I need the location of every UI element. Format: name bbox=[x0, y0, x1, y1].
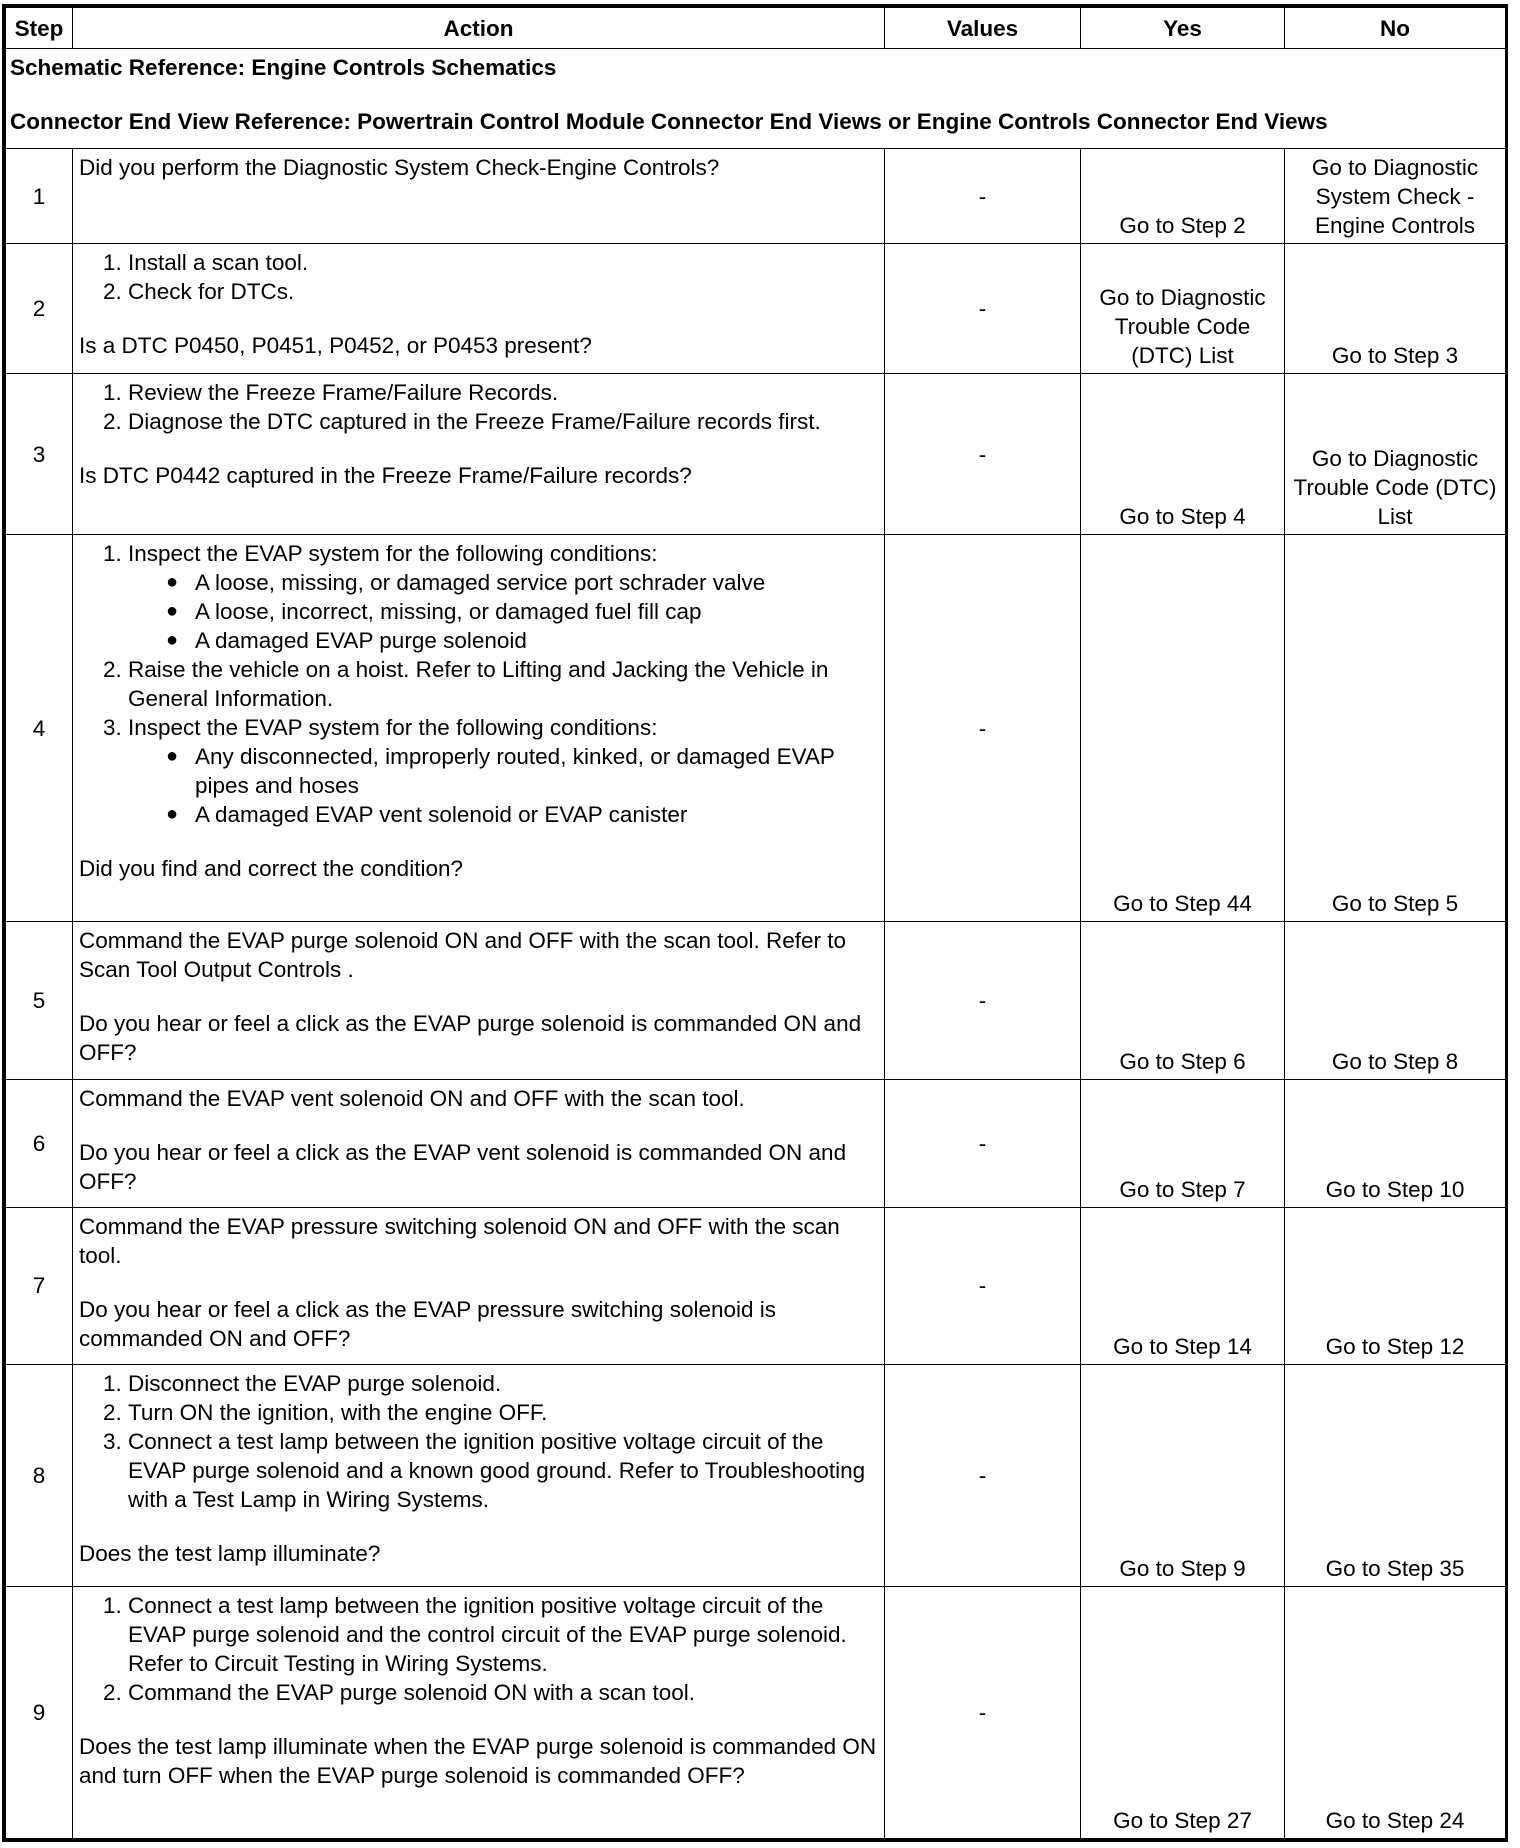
yes-cell: Go to Step 6 bbox=[1081, 922, 1285, 1079]
header-values: Values bbox=[885, 8, 1081, 49]
values-cell: - bbox=[885, 149, 1081, 244]
condition-list bbox=[128, 568, 878, 655]
action-steps bbox=[79, 1369, 878, 1514]
values-cell: - bbox=[885, 1079, 1081, 1207]
no-cell: Go to Step 12 bbox=[1285, 1207, 1506, 1364]
action-instruction: Command the EVAP pressure switching solenoid ON and OFF with the scan tool. bbox=[79, 1213, 840, 1268]
no-cell: Go to Step 5 bbox=[1285, 535, 1506, 922]
action-steps bbox=[79, 378, 878, 436]
schematic-reference: Schematic Reference: Engine Controls Schematics bbox=[10, 55, 557, 81]
action-step-text: Inspect the EVAP system for the following conditions: bbox=[128, 715, 658, 741]
no-cell: Go to Step 8 bbox=[1285, 922, 1506, 1079]
header-no: No bbox=[1285, 8, 1506, 49]
condition-item: ● A loose, incorrect, missing, or damaged fuel fill cap bbox=[166, 597, 878, 626]
action-step: 3. Connect a test lamp between the ignition positive voltage circuit of the EVAP purge solenoid and a known good ground. Refer to Troubleshooting with a Test Lamp in Wiring Systems. bbox=[128, 1427, 878, 1514]
table-row bbox=[6, 1207, 1506, 1364]
no-cell: Go to Diagnostic System Check - Engine Controls bbox=[1285, 149, 1506, 244]
step-number: 4 bbox=[6, 535, 73, 922]
action-step: 2. Command the EVAP purge solenoid ON with a scan tool. bbox=[128, 1678, 878, 1707]
header-row bbox=[6, 8, 1506, 49]
step-number: 6 bbox=[6, 1079, 73, 1207]
action-cell bbox=[73, 1207, 885, 1364]
step-number: 5 bbox=[6, 922, 73, 1079]
yes-cell: Go to Step 7 bbox=[1081, 1079, 1285, 1207]
header-action: Action bbox=[73, 8, 885, 49]
no-cell: Go to Step 3 bbox=[1285, 244, 1506, 374]
action-instruction: Command the EVAP vent solenoid ON and OFF with the scan tool. bbox=[79, 1085, 745, 1111]
action-cell bbox=[73, 535, 885, 922]
yes-cell: Go to Step 27 bbox=[1081, 1586, 1285, 1838]
table-row bbox=[6, 374, 1506, 535]
no-cell: Go to Step 10 bbox=[1285, 1079, 1506, 1207]
values-cell: - bbox=[885, 1207, 1081, 1364]
action-steps bbox=[79, 248, 878, 306]
yes-cell: Go to Diagnostic Trouble Code (DTC) List bbox=[1081, 244, 1285, 374]
reference-row bbox=[6, 49, 1506, 149]
yes-cell: Go to Step 9 bbox=[1081, 1364, 1285, 1586]
no-cell: Go to Diagnostic Trouble Code (DTC) List bbox=[1285, 374, 1506, 535]
action-step: 2. Check for DTCs. bbox=[128, 277, 878, 306]
yes-cell: Go to Step 2 bbox=[1081, 149, 1285, 244]
action-cell bbox=[73, 922, 885, 1079]
yes-cell: Go to Step 14 bbox=[1081, 1207, 1285, 1364]
action-cell bbox=[73, 374, 885, 535]
diagnostic-table bbox=[5, 7, 1506, 1839]
action-instruction: Command the EVAP purge solenoid ON and OFF with the scan tool. Refer to Scan Tool Output Controls . bbox=[79, 928, 847, 983]
table-row bbox=[6, 1079, 1506, 1207]
condition-item: ● A damaged EVAP vent solenoid or EVAP canister bbox=[166, 800, 878, 829]
table-row bbox=[6, 1586, 1506, 1838]
values-cell: - bbox=[885, 922, 1081, 1079]
action-step: 1. Connect a test lamp between the ignition positive voltage circuit of the EVAP purge solenoid and the control circuit of the EVAP purge solenoid. Refer to Circuit Testing in Wiring Systems. bbox=[128, 1591, 878, 1678]
values-cell: - bbox=[885, 1364, 1081, 1586]
action-question: Is DTC P0442 captured in the Freeze Frame/Failure records? bbox=[79, 463, 692, 489]
action-question: Did you find and correct the condition? bbox=[79, 856, 463, 882]
yes-cell: Go to Step 44 bbox=[1081, 535, 1285, 922]
action-cell bbox=[73, 1079, 885, 1207]
action-question: Does the test lamp illuminate? bbox=[79, 1540, 381, 1566]
action-cell bbox=[73, 1586, 885, 1838]
header-step: Step bbox=[6, 8, 73, 49]
condition-item: ● Any disconnected, improperly routed, kinked, or damaged EVAP pipes and hoses bbox=[166, 742, 878, 800]
table-row bbox=[6, 535, 1506, 922]
action-cell bbox=[73, 1364, 885, 1586]
condition-item: ● A damaged EVAP purge solenoid bbox=[166, 626, 878, 655]
action-question: Does the test lamp illuminate when the EVAP purge solenoid is commanded ON and turn OFF when the EVAP purge solenoid is commanded OFF? bbox=[79, 1733, 877, 1788]
action-question: Is a DTC P0450, P0451, P0452, or P0453 present? bbox=[79, 333, 592, 359]
values-cell: - bbox=[885, 374, 1081, 535]
table-row bbox=[6, 922, 1506, 1079]
yes-cell: Go to Step 4 bbox=[1081, 374, 1285, 535]
step-number: 8 bbox=[6, 1364, 73, 1586]
table-row bbox=[6, 1364, 1506, 1586]
action-question: Do you hear or feel a click as the EVAP purge solenoid is commanded ON and OFF? bbox=[79, 1011, 862, 1066]
action-cell bbox=[73, 244, 885, 374]
diagnostic-table-frame bbox=[2, 4, 1508, 1842]
step-number: 3 bbox=[6, 374, 73, 535]
action-step: 2. Turn ON the ignition, with the engine OFF. bbox=[128, 1398, 878, 1427]
action-steps bbox=[79, 539, 878, 829]
values-cell: - bbox=[885, 535, 1081, 922]
action-step: 2. Diagnose the DTC captured in the Freeze Frame/Failure records first. bbox=[128, 407, 878, 436]
values-cell: - bbox=[885, 244, 1081, 374]
action-question: Do you hear or feel a click as the EVAP pressure switching solenoid is commanded ON and OFF? bbox=[79, 1296, 777, 1351]
table-row bbox=[6, 149, 1506, 244]
values-cell: - bbox=[885, 1586, 1081, 1838]
no-cell: Go to Step 24 bbox=[1285, 1586, 1506, 1838]
step-number: 9 bbox=[6, 1586, 73, 1838]
action-step: 2. Raise the vehicle on a hoist. Refer to Lifting and Jacking the Vehicle in General Information. bbox=[128, 655, 878, 713]
no-cell: Go to Step 35 bbox=[1285, 1364, 1506, 1586]
step-number: 1 bbox=[6, 149, 73, 244]
action-step-text: Inspect the EVAP system for the following conditions: bbox=[128, 541, 658, 567]
action-question: Do you hear or feel a click as the EVAP vent solenoid is commanded ON and OFF? bbox=[79, 1139, 847, 1194]
step-number: 2 bbox=[6, 244, 73, 374]
action-step: 1. Disconnect the EVAP purge solenoid. bbox=[128, 1369, 878, 1398]
connector-reference: Connector End View Reference: Powertrain Control Module Connector End Views or Engine Controls Connector End Views bbox=[10, 109, 1328, 135]
reference-cell bbox=[6, 49, 1506, 149]
step-number: 7 bbox=[6, 1207, 73, 1364]
condition-item: ● A loose, missing, or damaged service port schrader valve bbox=[166, 568, 878, 597]
action-step: 1. Review the Freeze Frame/Failure Records. bbox=[128, 378, 878, 407]
action-step: 1. Install a scan tool. bbox=[128, 248, 878, 277]
action-question: Did you perform the Diagnostic System Check-Engine Controls? bbox=[79, 155, 720, 181]
action-step bbox=[128, 539, 878, 655]
action-step bbox=[128, 713, 878, 829]
action-cell bbox=[73, 149, 885, 244]
header-yes: Yes bbox=[1081, 8, 1285, 49]
action-steps bbox=[79, 1591, 878, 1707]
condition-list bbox=[128, 742, 878, 829]
table-row bbox=[6, 244, 1506, 374]
